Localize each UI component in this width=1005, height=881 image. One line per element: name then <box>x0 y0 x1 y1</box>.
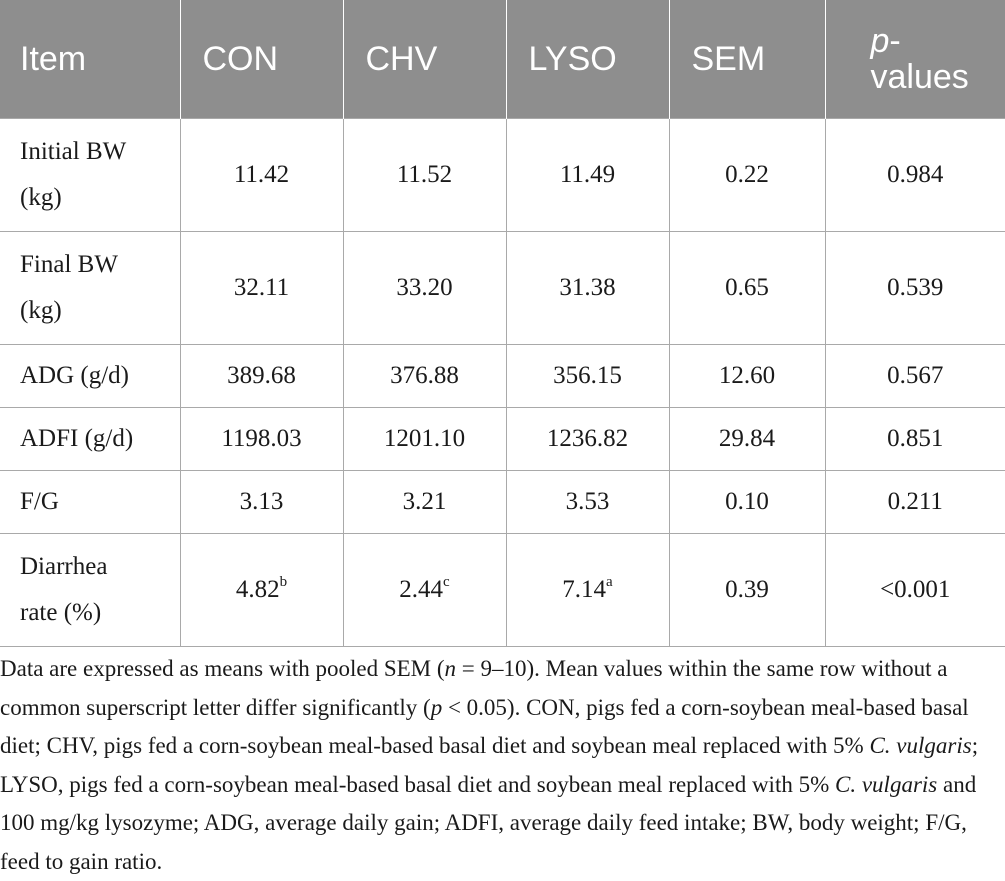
row-label <box>0 470 180 533</box>
table-row <box>0 231 1005 344</box>
header-chv: CHV <box>343 0 506 118</box>
cell-lyso <box>506 118 669 231</box>
row-label-line1: ADFI (g/d) <box>20 424 134 452</box>
cell-con-value: 389.68 <box>227 361 296 389</box>
cell-p: 0.539 <box>825 231 1005 344</box>
cell-lyso <box>506 470 669 533</box>
cell-sem: 29.84 <box>669 407 825 470</box>
cell-lyso-value: 356.15 <box>553 361 622 389</box>
cell-chv <box>343 231 506 344</box>
cell-chv <box>343 118 506 231</box>
cell-lyso-value: 7.14 <box>562 575 607 603</box>
cell-p: <0.001 <box>825 533 1005 646</box>
header-pvalues-word: values <box>870 57 969 96</box>
cell-chv <box>343 344 506 407</box>
cell-lyso <box>506 533 669 646</box>
row-label-line2: (kg) <box>20 296 62 324</box>
row-label <box>0 344 180 407</box>
significance-letter: c <box>443 573 450 590</box>
header-pvalues-dash: - <box>889 21 901 60</box>
footnote-text-1: Data are expressed as means with pooled SEM ( <box>0 656 445 681</box>
cell-con <box>180 470 343 533</box>
row-label-line2: rate (%) <box>20 598 102 626</box>
row-label-line1: Diarrhea <box>20 552 108 580</box>
table-body <box>0 118 1005 646</box>
header-pvalues-p: p <box>870 21 890 60</box>
header-pvalues-line1 <box>871 23 1005 59</box>
row-label-line1: F/G <box>20 487 59 515</box>
cell-con-value: 4.82 <box>235 575 280 603</box>
footnote-text-4: ; LYSO, pigs fed a corn-soybean meal-based basal diet and soybean meal replaced with 5% <box>0 733 979 797</box>
cell-sem: 0.65 <box>669 231 825 344</box>
table-row <box>0 470 1005 533</box>
footnote-species-2: C. vulgaris <box>835 771 938 797</box>
row-label-line2: (kg) <box>20 183 62 211</box>
table-footnote <box>0 650 1005 881</box>
header-item: Item <box>0 0 180 118</box>
cell-p: 0.984 <box>825 118 1005 231</box>
cell-con <box>180 118 343 231</box>
cell-lyso <box>506 231 669 344</box>
significance-letter: a <box>606 573 613 590</box>
header-sem: SEM <box>669 0 825 118</box>
footnote-n: n <box>444 656 457 681</box>
cell-p: 0.851 <box>825 407 1005 470</box>
header-row <box>0 0 1005 118</box>
cell-lyso-value: 1236.82 <box>546 424 629 452</box>
footnote-species-1: C. vulgaris <box>869 733 972 758</box>
header-lyso: LYSO <box>506 0 669 118</box>
cell-con-value: 11.42 <box>233 160 290 188</box>
row-label-line1: ADG (g/d) <box>20 361 130 389</box>
footnote-text-5: and 100 mg/kg lysozyme; ADG, average daily gain; ADFI, average daily feed intake; BW, body weight; F/G, feed to gain ratio. <box>0 771 977 874</box>
cell-con <box>180 533 343 646</box>
cell-con <box>180 344 343 407</box>
cell-chv-value: 11.52 <box>396 160 453 188</box>
cell-lyso <box>506 344 669 407</box>
footnote-p: p <box>430 694 443 720</box>
cell-p: 0.211 <box>825 470 1005 533</box>
cell-con <box>180 231 343 344</box>
cell-chv-value: 376.88 <box>390 361 459 389</box>
header-con: CON <box>180 0 343 118</box>
table-row <box>0 344 1005 407</box>
cell-chv <box>343 533 506 646</box>
cell-sem: 0.22 <box>669 118 825 231</box>
cell-con-value: 32.11 <box>233 273 290 301</box>
row-label <box>0 533 180 646</box>
row-label-line1: Final BW <box>20 250 118 278</box>
table-row <box>0 407 1005 470</box>
cell-lyso-value: 31.38 <box>559 273 616 301</box>
row-label <box>0 407 180 470</box>
cell-con <box>180 407 343 470</box>
footnote-text-2: = 9–10). Mean values within the same row without a common superscript letter differ significantly ( <box>0 656 948 720</box>
row-label <box>0 231 180 344</box>
cell-con-value: 3.13 <box>239 487 284 515</box>
cell-chv-value: 3.21 <box>402 487 447 515</box>
cell-lyso-value: 3.53 <box>565 487 610 515</box>
cell-chv <box>343 407 506 470</box>
cell-sem: 0.10 <box>669 470 825 533</box>
footnote-text-3: < 0.05). CON, pigs fed a corn-soybean meal-based basal diet; CHV, pigs fed a corn-soybean meal-based basal diet and soybean meal replaced with 5% <box>0 694 969 758</box>
cell-lyso-value: 11.49 <box>559 160 616 188</box>
cell-lyso <box>506 407 669 470</box>
cell-p: 0.567 <box>825 344 1005 407</box>
header-pvalues <box>825 0 1005 118</box>
row-label <box>0 118 180 231</box>
cell-chv-value: 2.44 <box>399 575 444 603</box>
cell-chv <box>343 470 506 533</box>
row-label-line1: Initial BW <box>20 137 127 165</box>
table-row <box>0 533 1005 646</box>
table-row <box>0 118 1005 231</box>
cell-sem: 0.39 <box>669 533 825 646</box>
cell-sem: 12.60 <box>669 344 825 407</box>
cell-con-value: 1198.03 <box>221 424 302 452</box>
table-header <box>0 0 1005 118</box>
cell-chv-value: 33.20 <box>396 273 453 301</box>
significance-letter: b <box>279 573 288 590</box>
cell-chv-value: 1201.10 <box>383 424 466 452</box>
